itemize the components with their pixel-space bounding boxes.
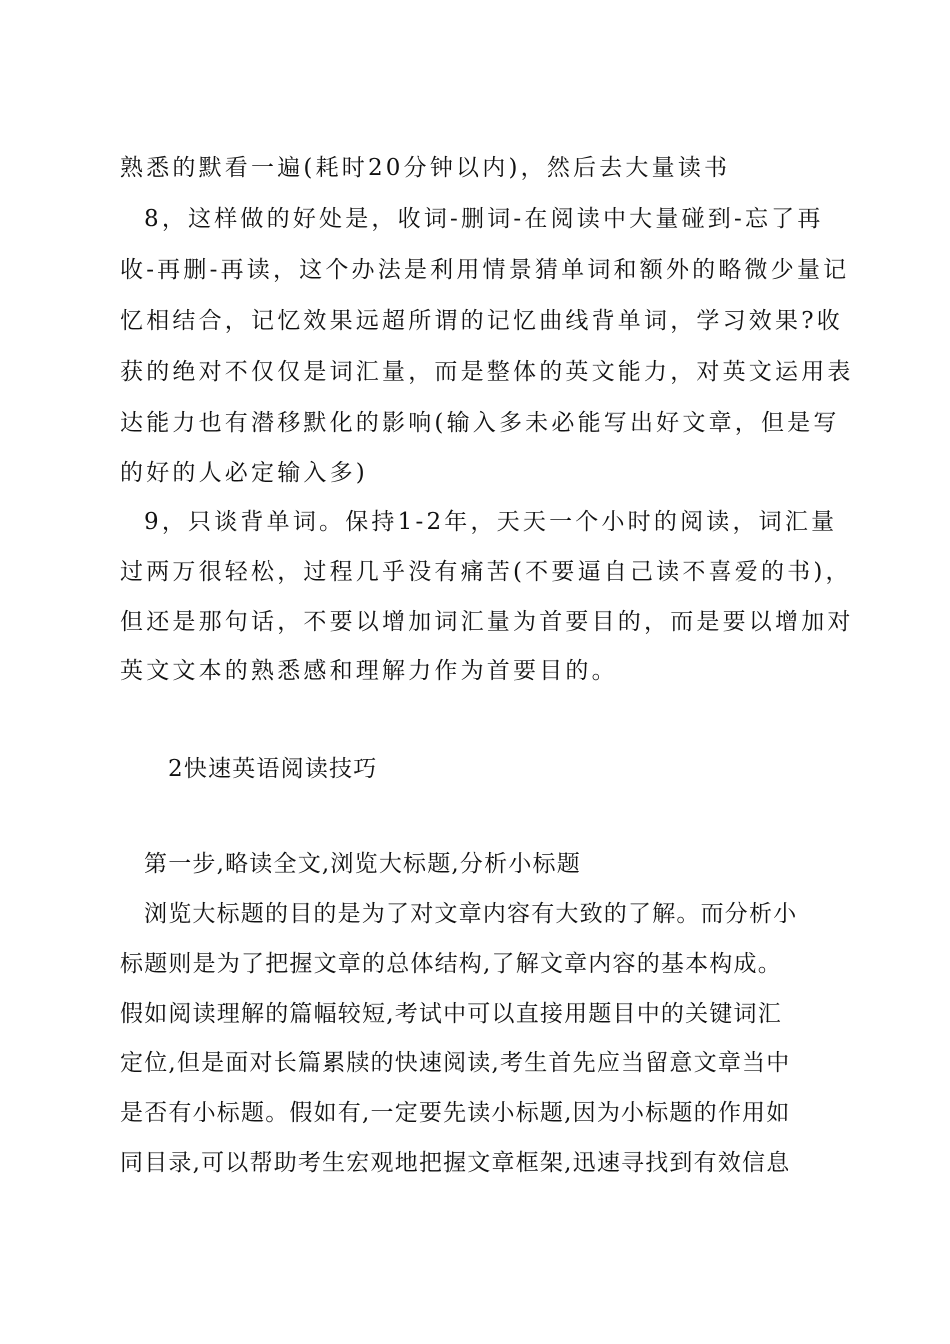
paragraph-line: 过两万很轻松，过程几乎没有痛苦(不要逼自己读不喜爱的书)， [120, 559, 852, 585]
paragraph-line: 的好的人必定输入多) [120, 460, 368, 486]
step-heading: 第一步,略读全文,浏览大标题,分析小标题 [144, 851, 581, 877]
paragraph-line: 同目录,可以帮助考生宏观地把握文章框架,迅速寻找到有效信息 [120, 1150, 791, 1176]
paragraph-line: 收-再删-再读，这个办法是利用情景猜单词和额外的略微少量记 [120, 257, 850, 283]
paragraph-line: 是否有小标题。假如有,一定要先读小标题,因为小标题的作用如 [120, 1100, 791, 1126]
paragraph-line: 忆相结合，记忆效果远超所谓的记忆曲线背单词，学习效果?收 [120, 308, 843, 334]
paragraph-line: 浏览大标题的目的是为了对文章内容有大致的了解。而分析小 [144, 901, 798, 927]
paragraph-line: 达能力也有潜移默化的影响(输入多未必能写出好文章，但是写 [120, 410, 840, 436]
paragraph-line: 9，只谈背单词。保持1-2年，天天一个小时的阅读，词汇量 [144, 509, 838, 535]
paragraph-line: 英文文本的熟悉感和理解力作为首要目的。 [120, 658, 618, 684]
paragraph-line: 标题则是为了把握文章的总体结构,了解文章内容的基本构成。 [120, 951, 782, 977]
paragraph-line: 8，这样做的好处是，收词-删词-在阅读中大量碰到-忘了再 [144, 206, 824, 232]
paragraph-line: 假如阅读理解的篇幅较短,考试中可以直接用题目中的关键词汇 [120, 1001, 782, 1027]
section-heading: 2快速英语阅读技巧 [168, 756, 378, 782]
paragraph-line: 获的绝对不仅仅是词汇量，而是整体的英文能力，对英文运用表 [120, 359, 854, 385]
paragraph-line: 定位,但是面对长篇累牍的快速阅读,考生首先应当留意文章当中 [120, 1050, 791, 1076]
paragraph-line: 但还是那句话，不要以增加词汇量为首要目的，而是要以增加对 [120, 609, 854, 635]
paragraph-line: 熟悉的默看一遍(耗时20分钟以内)，然后去大量读书 [120, 155, 731, 181]
